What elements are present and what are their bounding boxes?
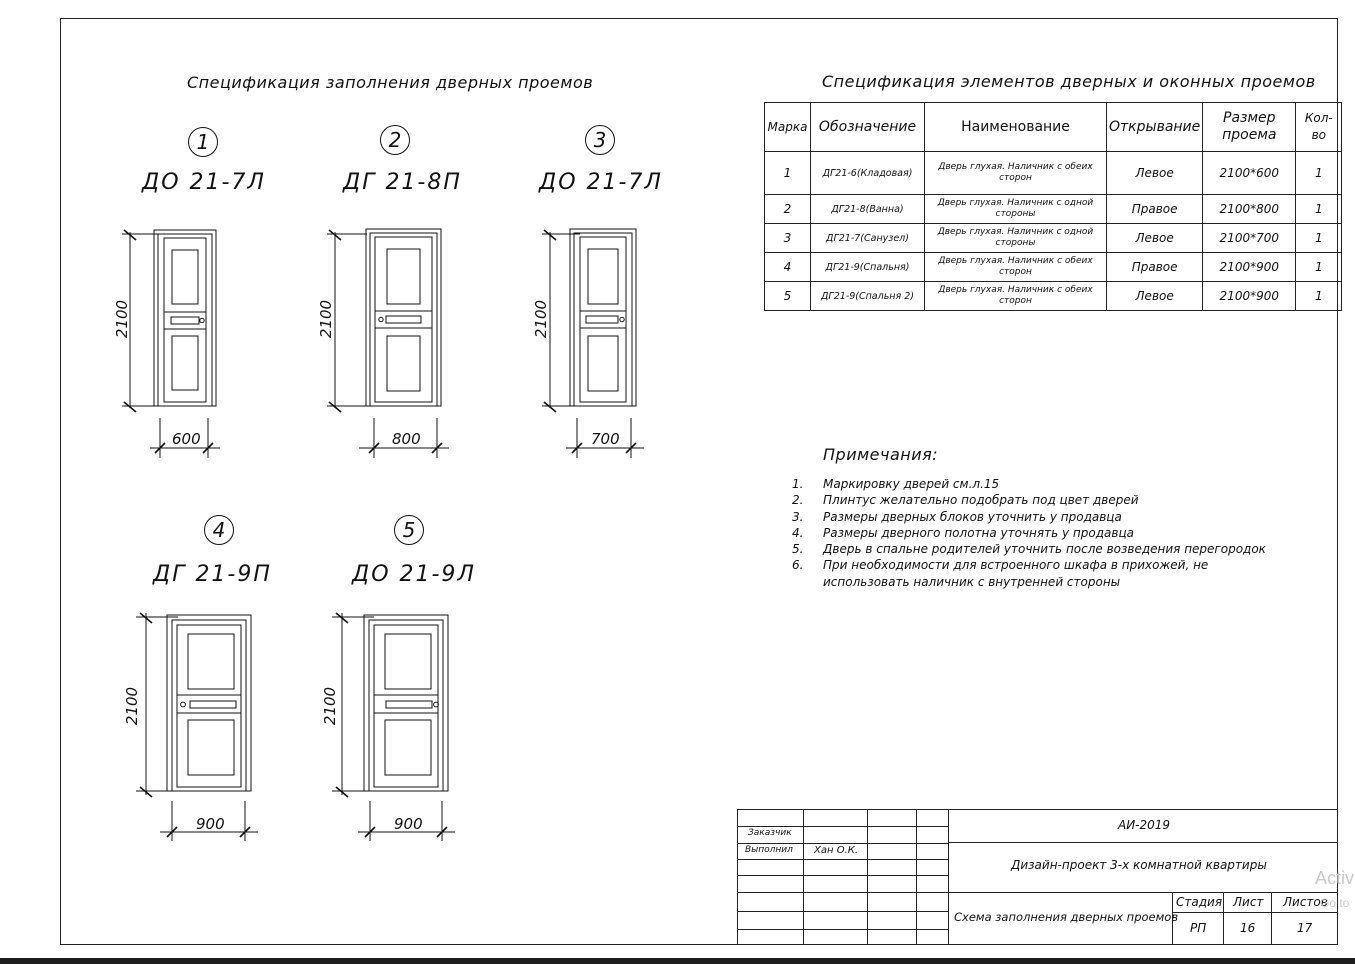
col-header-designation: Обозначение xyxy=(811,103,925,152)
customer-label: Заказчик xyxy=(748,828,792,838)
door-3-height-label: 2100 xyxy=(532,299,551,339)
doors-spec-title: Спецификация заполнения дверных проемов xyxy=(187,73,594,92)
cell-mark: 4 xyxy=(765,253,811,282)
col-header-name: Наименование xyxy=(925,103,1107,152)
note-number: 5. xyxy=(792,542,804,557)
door-5-number: 5 xyxy=(394,515,424,545)
cell-name: Дверь глухая. Наличник с одной стороны xyxy=(925,224,1107,253)
project-code: АИ-2019 xyxy=(1118,818,1171,832)
cell-name: Дверь глухая. Наличник с обеих сторон xyxy=(925,152,1107,195)
cell-qty: 1 xyxy=(1296,282,1342,311)
note-text: Маркировку дверей см.л.15 xyxy=(823,477,1000,491)
windows-activation-watermark-line2: Go to xyxy=(1320,896,1350,910)
windows-activation-watermark: Activ xyxy=(1315,868,1355,888)
cell-mark: 5 xyxy=(765,282,811,311)
cell-size: 2100*900 xyxy=(1203,253,1296,282)
cell-size: 2100*700 xyxy=(1203,224,1296,253)
cell-opening: Левое xyxy=(1107,152,1203,195)
col-header-mark: Марка xyxy=(765,103,811,152)
project-name: Дизайн-проект 3-х комнатной квартиры xyxy=(1011,858,1267,872)
notes-title: Примечания: xyxy=(823,445,939,464)
note-text: Плинтус желательно подобрать под цвет дверей xyxy=(823,493,1139,508)
table-row xyxy=(765,152,1342,195)
door-1-width-label: 600 xyxy=(172,430,201,448)
door-5-mark: ДО 21-9Л xyxy=(352,562,476,587)
list-item xyxy=(792,541,1303,557)
cell-mark: 1 xyxy=(765,152,811,195)
note-number: 6. xyxy=(792,558,804,573)
cell-qty: 1 xyxy=(1296,152,1342,195)
cell-opening: Левое xyxy=(1107,282,1203,311)
door-1-mark: ДО 21-7Л xyxy=(142,170,266,195)
door-4-number: 4 xyxy=(204,515,234,545)
cell-size: 2100*900 xyxy=(1203,282,1296,311)
cell-name: Дверь глухая. Наличник с обеих сторон xyxy=(925,282,1107,311)
door-5-width-label: 900 xyxy=(394,815,423,833)
col-header-opening: Открывание xyxy=(1107,103,1203,152)
door-1-drawing xyxy=(110,222,230,462)
sheet-number: 16 xyxy=(1240,921,1256,935)
door-2-height-label: 2100 xyxy=(317,299,336,339)
cell-qty: 1 xyxy=(1296,253,1342,282)
executor-name: Хан О.К. xyxy=(814,845,859,856)
door-2-width-label: 800 xyxy=(392,430,421,448)
sheet-label: Лист xyxy=(1233,895,1264,909)
door-3-number: 3 xyxy=(585,125,615,155)
door-3-width-label: 700 xyxy=(591,430,620,448)
note-number: 2. xyxy=(792,493,804,508)
door-2-drawing xyxy=(313,222,453,462)
table-row xyxy=(765,224,1342,253)
cell-qty: 1 xyxy=(1296,224,1342,253)
door-1-height-label: 2100 xyxy=(113,299,132,339)
elements-spec-title: Спецификация элементов дверных и оконных проемов xyxy=(822,72,1316,91)
cell-size: 2100*600 xyxy=(1203,152,1296,195)
door-4-width-label: 900 xyxy=(196,815,225,833)
cell-designation: ДГ21-9(Спальня) xyxy=(811,253,925,282)
cell-designation: ДГ21-7(Санузел) xyxy=(811,224,925,253)
stage-label: Стадия xyxy=(1176,895,1223,909)
sheets-label: Листов xyxy=(1283,895,1328,909)
col-header-size: Размер проема xyxy=(1203,103,1296,152)
cell-mark: 3 xyxy=(765,224,811,253)
door-1-number: 1 xyxy=(188,127,218,157)
cell-opening: Правое xyxy=(1107,253,1203,282)
table-row xyxy=(765,195,1342,224)
cell-designation: ДГ21-6(Кладовая) xyxy=(811,152,925,195)
door-5-height-label: 2100 xyxy=(321,686,340,726)
table-row xyxy=(765,253,1342,282)
stage-value: РП xyxy=(1190,921,1207,935)
note-number: 1. xyxy=(792,477,804,491)
door-4-height-label: 2100 xyxy=(123,686,142,726)
cell-name: Дверь глухая. Наличник с одной стороны xyxy=(925,195,1107,224)
cell-size: 2100*800 xyxy=(1203,195,1296,224)
cell-opening: Правое xyxy=(1107,195,1203,224)
door-3-drawing xyxy=(528,222,658,462)
note-number: 4. xyxy=(792,525,804,540)
note-text: Размеры дверного полотна уточнять у продавца xyxy=(823,525,1134,540)
executor-label: Выполнил xyxy=(745,845,793,855)
sheet-title: Схема заполнения дверных проемов xyxy=(954,910,1179,924)
list-item xyxy=(792,525,1303,541)
table-row xyxy=(765,282,1342,311)
spec-table xyxy=(764,102,1342,311)
list-item xyxy=(792,557,1303,590)
cell-mark: 2 xyxy=(765,195,811,224)
cell-qty: 1 xyxy=(1296,195,1342,224)
list-item xyxy=(792,509,1303,525)
cell-designation: ДГ21-8(Ванна) xyxy=(811,195,925,224)
list-item xyxy=(792,492,1303,508)
col-header-qty: Кол-во xyxy=(1296,103,1342,152)
door-2-mark: ДГ 21-8П xyxy=(343,170,462,195)
bottom-edge-bar xyxy=(0,958,1355,964)
door-2-number: 2 xyxy=(380,125,410,155)
spec-table-header-row xyxy=(765,103,1342,152)
cell-designation: ДГ21-9(Спальня 2) xyxy=(811,282,925,311)
notes-list xyxy=(792,476,1303,590)
cell-name: Дверь глухая. Наличник с обеих сторон xyxy=(925,253,1107,282)
note-text: При необходимости для встроенного шкафа в прихожей, не использовать наличник с внутренней стороны xyxy=(823,558,1209,589)
note-number: 3. xyxy=(792,509,804,524)
door-4-mark: ДГ 21-9П xyxy=(153,562,272,587)
note-text: Дверь в спальне родителей уточнить после возведения перегородок xyxy=(823,542,1266,557)
cell-opening: Левое xyxy=(1107,224,1203,253)
door-3-mark: ДО 21-7Л xyxy=(539,170,663,195)
note-text: Размеры дверных блоков уточнить у продавца xyxy=(823,509,1122,524)
list-item xyxy=(792,476,1303,492)
sheets-count: 17 xyxy=(1297,921,1313,935)
